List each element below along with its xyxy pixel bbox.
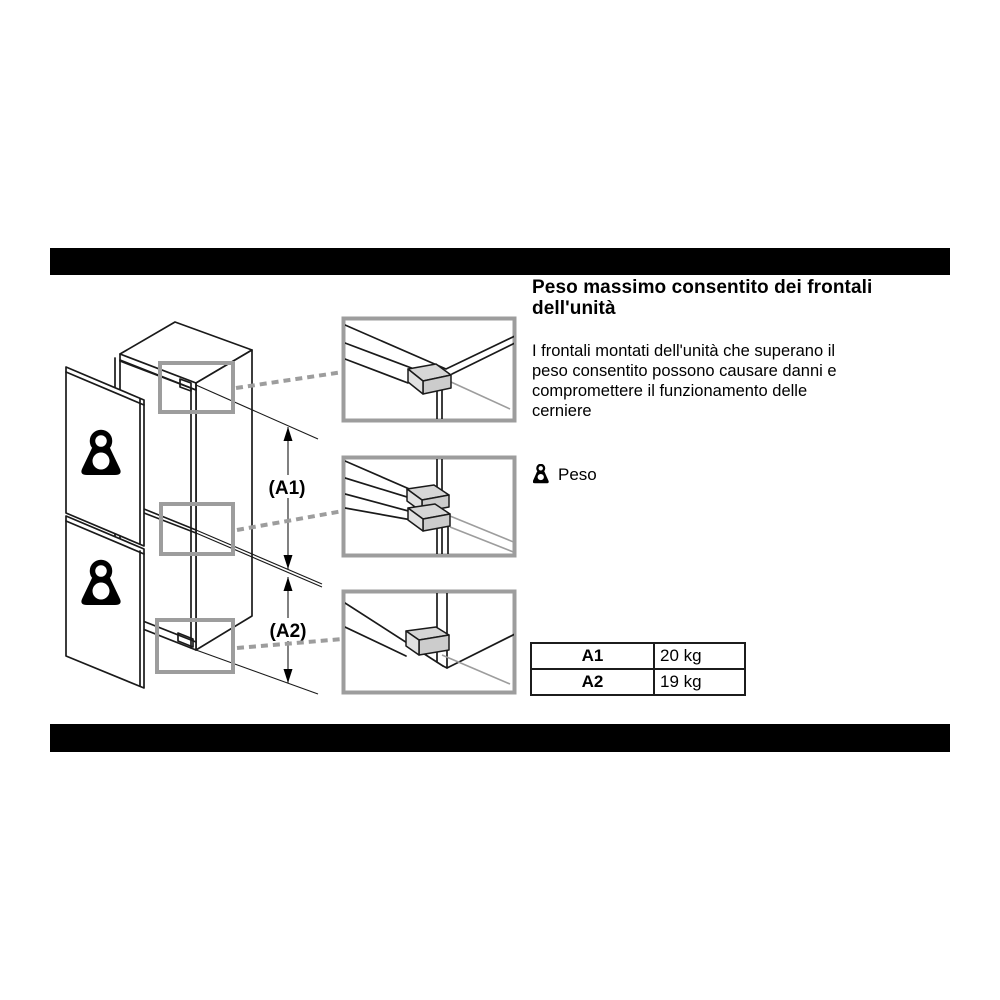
page-title [532,277,932,319]
body-line: peso consentito possono causare danni e [532,362,837,380]
dimension-a2 [262,577,312,683]
table-cell-dimension: A1 [531,643,654,669]
table-row [531,669,745,695]
page-title-line2: dell'unità [532,298,616,319]
body-line: compromettere il funzionamento delle [532,382,808,400]
body-line: cerniere [532,402,592,420]
top-divider-bar [50,248,950,275]
table-cell-weight: 19 kg [654,669,745,695]
weight-icon [533,464,549,485]
table-row [531,643,745,669]
detail-box-top-hinge [344,319,518,422]
dimension-label-a1: (A1) [268,478,306,499]
page-title-line1: Peso massimo consentito dei frontali [532,277,873,298]
table-cell-dimension: A2 [531,669,654,695]
dimension-label-a2: (A2) [269,621,307,642]
bottom-divider-bar [50,724,950,752]
body-paragraph [532,341,932,421]
detail-box-bottom-hinge [344,592,518,693]
weight-table [530,642,746,696]
installation-diagram [50,302,520,716]
table-cell-weight: 20 kg [654,643,745,669]
dimension-a1 [262,427,312,569]
fridge-line-drawing [50,302,520,716]
body-line: I frontali montati dell'unità che superano il [532,342,836,360]
door-panels [66,367,144,688]
detail-box-middle-hinge [344,458,517,556]
weight-legend [533,464,597,485]
weight-legend-label: Peso [558,464,597,484]
